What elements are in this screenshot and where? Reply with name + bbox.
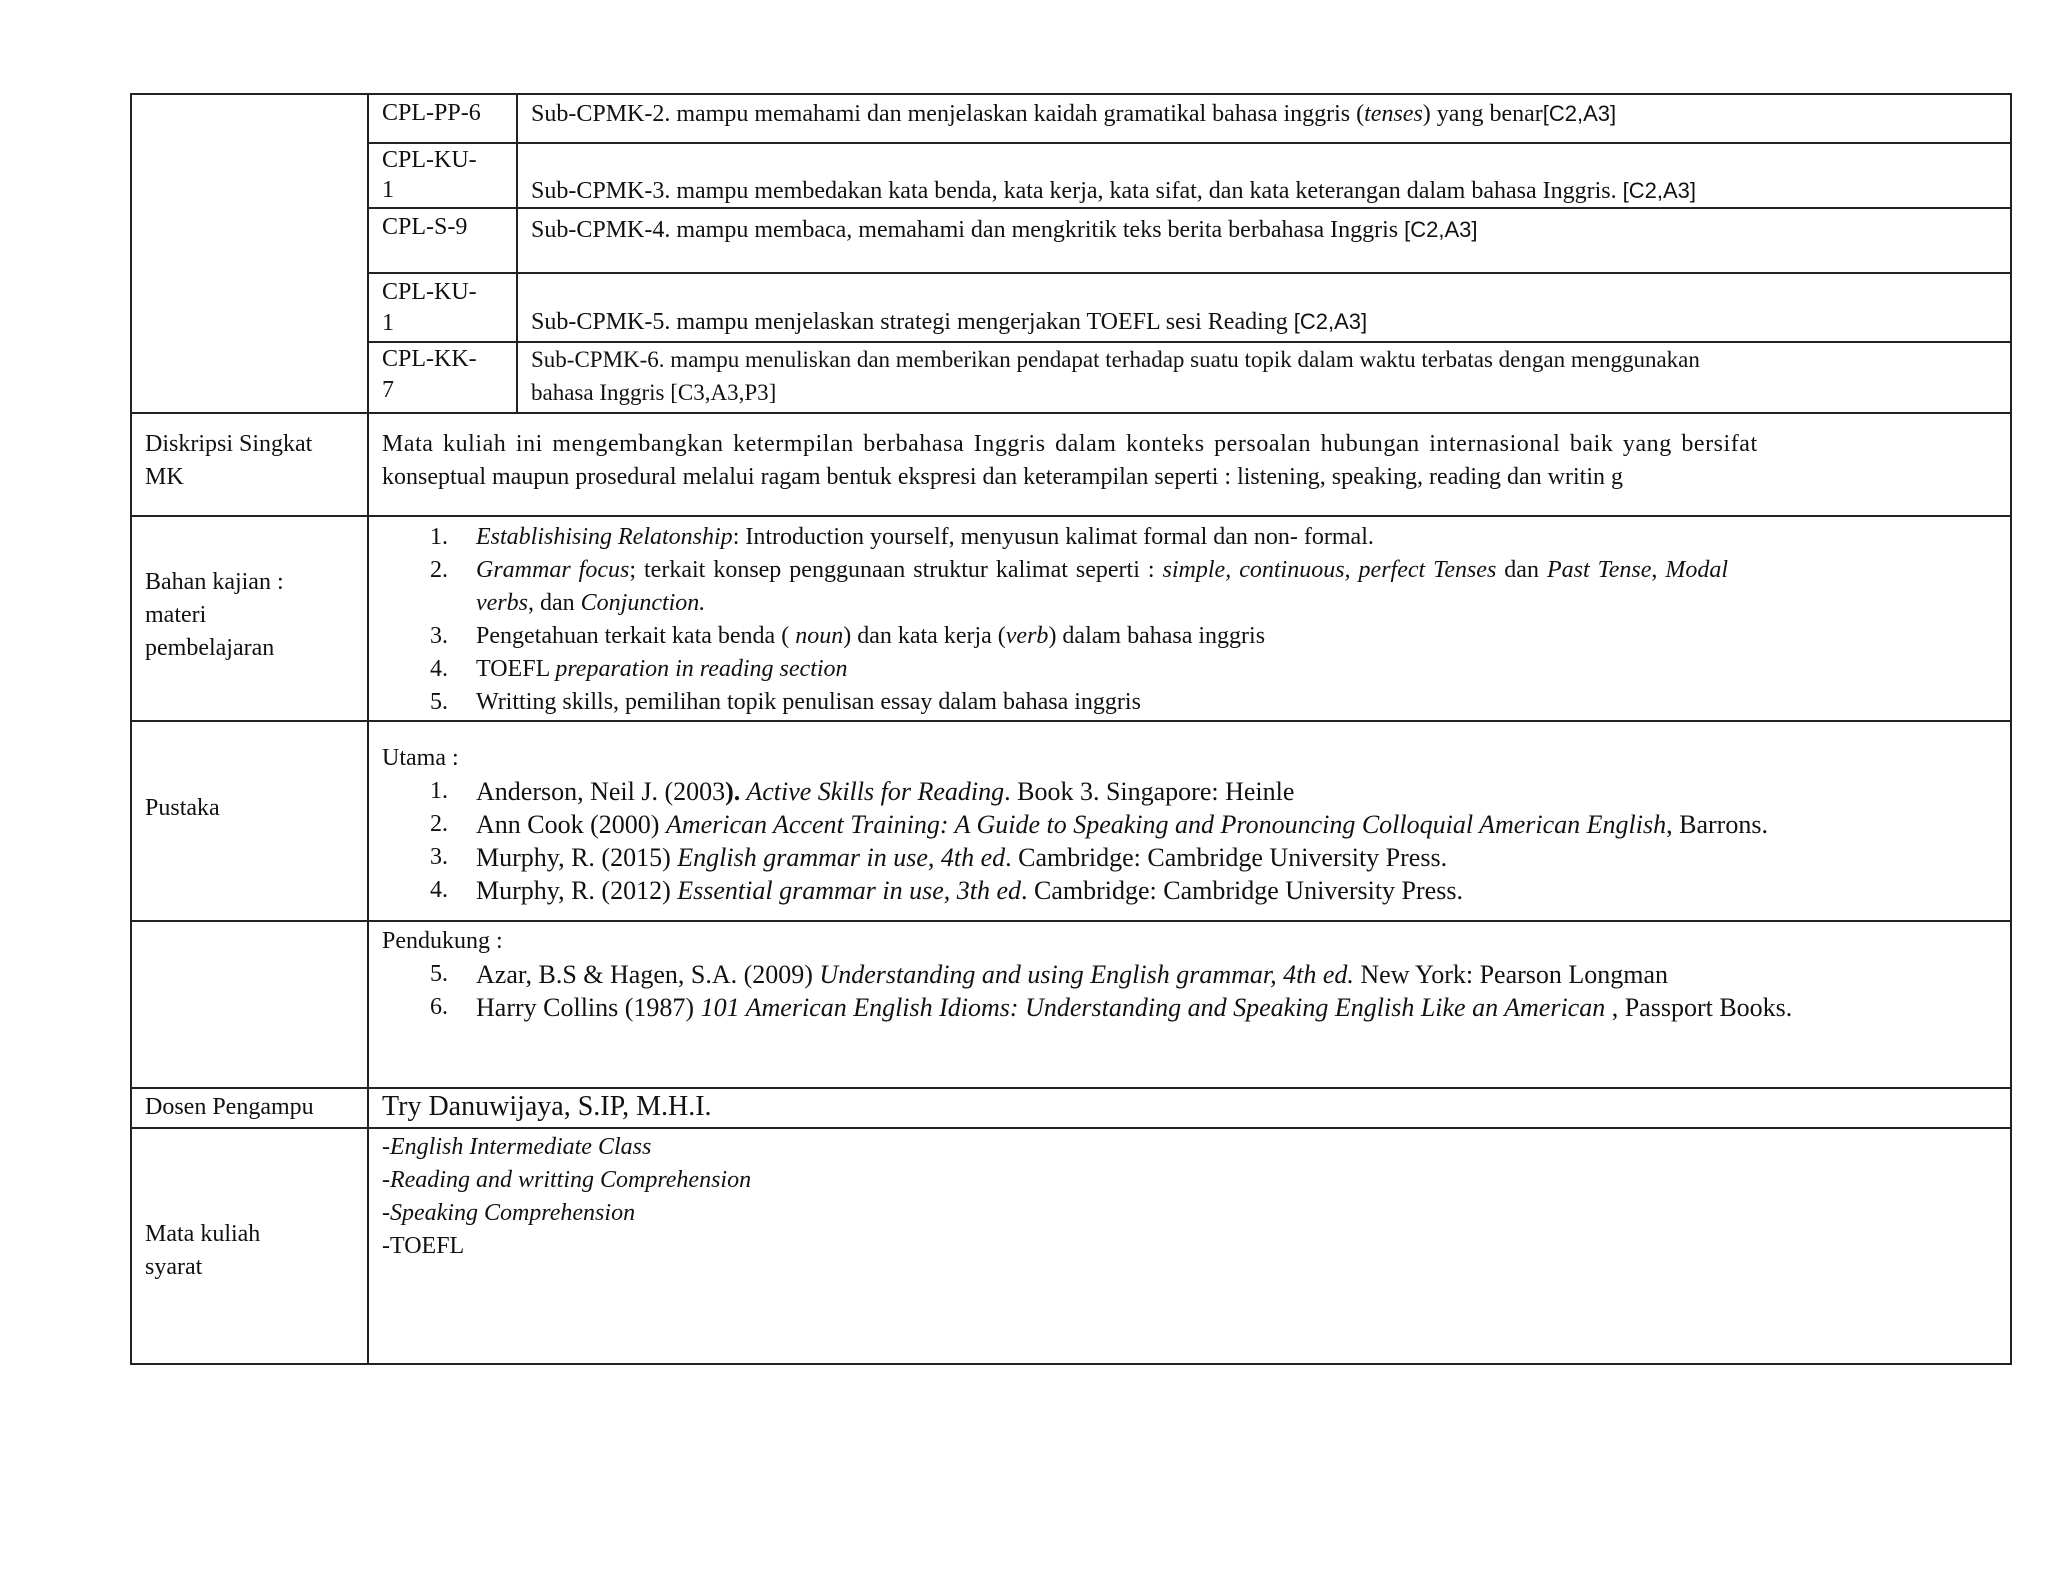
list-number: 4. xyxy=(430,656,448,682)
reference-item: Azar, B.S & Hagen, S.A. (2009) Understanding and using English grammar, 4th ed. New York: Pearson Longman xyxy=(476,960,1669,989)
cpl-code: CPL-KK- xyxy=(382,346,477,372)
list-item: Writting skills, pemilihan topik penulisan essay dalam bahasa inggris xyxy=(476,689,1141,715)
references-heading: Utama : xyxy=(382,745,459,771)
row-divider xyxy=(130,1127,2012,1129)
prerequisite-item: -TOEFL xyxy=(382,1233,465,1259)
prerequisite-item: -Speaking Comprehension xyxy=(382,1200,636,1226)
row-divider xyxy=(367,272,2012,274)
row-label: Pustaka xyxy=(145,795,220,821)
list-number: 2. xyxy=(430,811,448,837)
sub-cpmk-text: Sub-CPMK-5. mampu menjelaskan strategi mengerjakan TOEFL sesi Reading [C2,A3] xyxy=(531,309,1368,335)
row-divider xyxy=(130,1087,2012,1089)
row-label: syarat xyxy=(145,1254,203,1280)
row-divider xyxy=(130,720,2012,722)
list-item: Pengetahuan terkait kata benda ( noun) dan kata kerja (verb) dalam bahasa inggris xyxy=(476,623,1266,649)
cpl-code: CPL-KU- xyxy=(382,147,477,173)
list-number: 3. xyxy=(430,623,448,649)
lecturer-name: Try Danuwijaya, S.IP, M.H.I. xyxy=(382,1091,712,1122)
list-number: 1. xyxy=(430,778,448,804)
list-item: verbs, dan Conjunction. xyxy=(476,590,706,616)
list-item: Establishising Relatonship: Introduction yourself, menyusun kalimat formal dan non- formal. xyxy=(476,524,1374,550)
cpl-code: CPL-S-9 xyxy=(382,214,468,240)
row-divider xyxy=(367,142,2012,144)
cpl-code: CPL-KU- xyxy=(382,279,477,305)
row-label: Bahan kajian : xyxy=(145,569,284,595)
list-number: 6. xyxy=(430,994,448,1020)
sub-cpmk-text: Sub-CPMK-4. mampu membaca, memahami dan mengkritik teks berita berbahasa Inggris [C2,A3] xyxy=(531,217,1478,243)
sub-cpmk-text: Sub-CPMK-2. mampu memahami dan menjelaskan kaidah gramatikal bahasa inggris (tenses) yang benar[C2,A3] xyxy=(531,101,1617,127)
list-number: 5. xyxy=(430,961,448,987)
sub-cpmk-text: Sub-CPMK-6. mampu menuliskan dan memberikan pendapat terhadap suatu topik dalam waktu terbatas dengan menggunakan xyxy=(531,347,1700,372)
row-label: MK xyxy=(145,464,184,490)
row-divider xyxy=(130,412,2012,414)
cpl-code: 1 xyxy=(382,177,394,203)
prerequisite-item: -English Intermediate Class xyxy=(382,1134,652,1160)
list-number: 5. xyxy=(430,689,448,715)
cpl-code: 1 xyxy=(382,310,394,336)
list-item: TOEFL preparation in reading section xyxy=(476,656,848,682)
references-heading: Pendukung : xyxy=(382,928,503,954)
row-divider xyxy=(130,515,2012,517)
row-label: pembelajaran xyxy=(145,635,275,661)
sub-cpmk-text: bahasa Inggris [C3,A3,P3] xyxy=(531,380,777,405)
list-item: Grammar focus; terkait konsep penggunaan struktur kalimat seperti : simple, continuous, perfect Tenses dan Past Tense, Modal xyxy=(476,557,1729,583)
row-label: Dosen Pengampu xyxy=(145,1094,314,1120)
reference-item: Ann Cook (2000) American Accent Training: A Guide to Speaking and Pronouncing Colloquial American English, Barrons. xyxy=(476,810,1768,839)
reference-item: Harry Collins (1987) 101 American English Idioms: Understanding and Speaking English Like an American , Passport Books. xyxy=(476,993,1793,1022)
label-column-divider xyxy=(367,93,369,1365)
list-number: 2. xyxy=(430,557,448,583)
list-number: 3. xyxy=(430,844,448,870)
list-number: 4. xyxy=(430,877,448,903)
cpl-code: CPL-PP-6 xyxy=(382,100,481,126)
reference-item: Murphy, R. (2012) Essential grammar in use, 3th ed. Cambridge: Cambridge University Press. xyxy=(476,876,1463,905)
course-description: konseptual maupun prosedural melalui ragam bentuk ekspresi dan keterampilan seperti : listening, speaking, reading dan writin g xyxy=(382,464,1623,490)
row-label: Mata kuliah xyxy=(145,1221,261,1247)
reference-item: Anderson, Neil J. (2003). Active Skills for Reading. Book 3. Singapore: Heinle xyxy=(476,777,1295,806)
prerequisite-item: -Reading and writting Comprehension xyxy=(382,1167,752,1193)
sub-cpmk-text: Sub-CPMK-3. mampu membedakan kata benda, kata kerja, kata sifat, dan kata keterangan dalam bahasa Inggris. [C2,A3] xyxy=(531,178,1696,204)
course-description: Mata kuliah ini mengembangkan ketermpilan berbahasa Inggris dalam konteks persoalan hubungan internasional baik yang bersifat xyxy=(382,431,1758,457)
row-label: materi xyxy=(145,602,207,628)
cpl-code: 7 xyxy=(382,377,394,403)
row-label: Diskripsi Singkat xyxy=(145,431,313,457)
row-divider xyxy=(130,920,2012,922)
reference-item: Murphy, R. (2015) English grammar in use, 4th ed. Cambridge: Cambridge University Press. xyxy=(476,843,1448,872)
list-number: 1. xyxy=(430,524,448,550)
